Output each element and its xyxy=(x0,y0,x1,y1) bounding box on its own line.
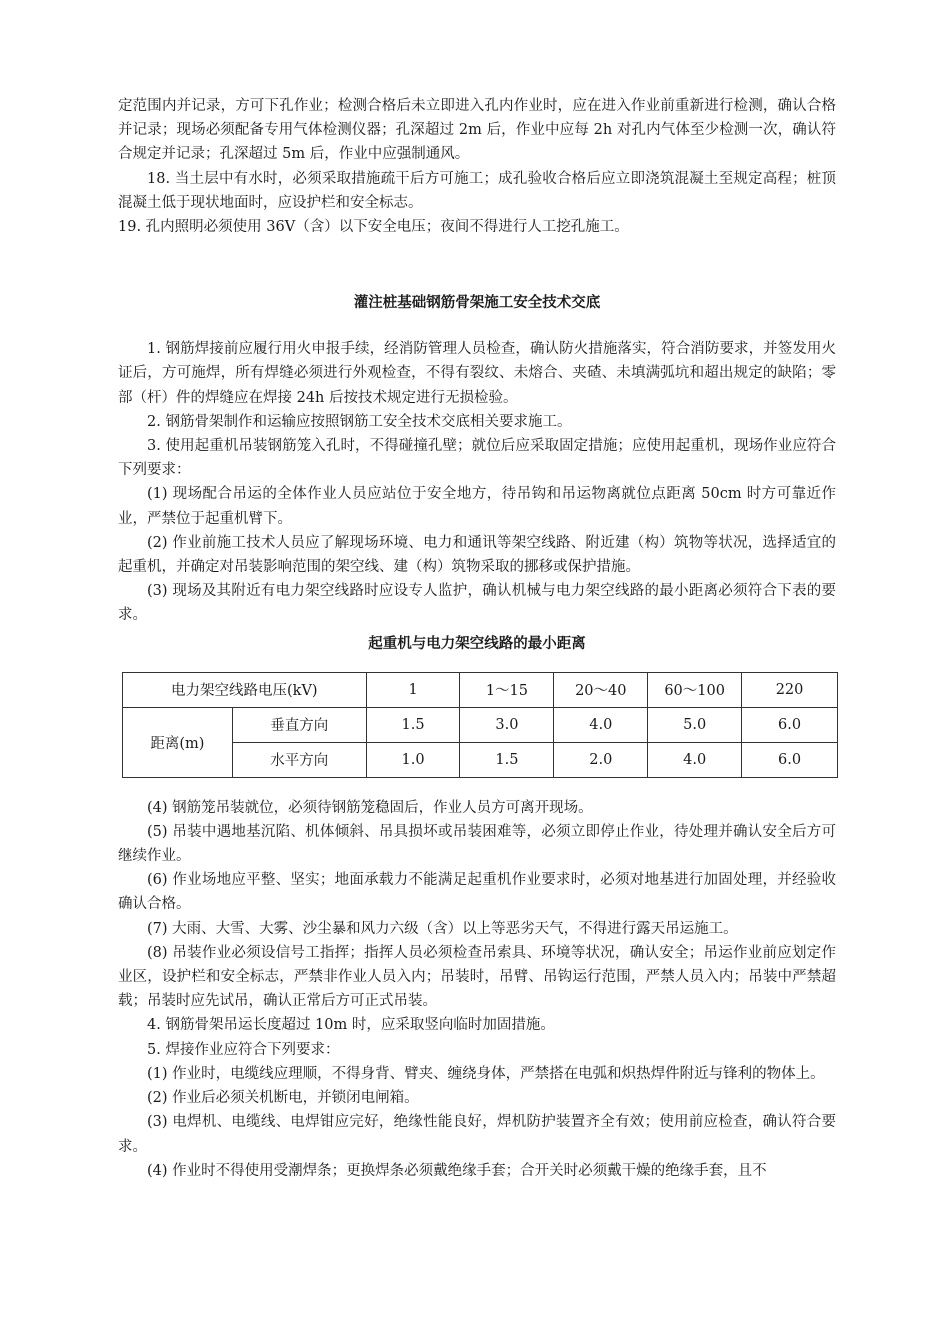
distance-group-cell: 距离(m) xyxy=(123,707,233,777)
paragraph-sub-2: (2) 作业前施工技术人员应了解现场环境、电力和通讯等架空线路、附近建（构）筑物等状况，选择适宜的起重机，并确定对吊装影响范围的架空线、建（构）筑物采取的挪移或保护措施。 xyxy=(118,534,836,576)
distance-value-cell: 6.0 xyxy=(742,742,838,777)
table-title: 起重机与电力架空线路的最小距离 xyxy=(368,635,586,652)
paragraph-sub-8: (8) 吊装作业必须设信号工指挥；指挥人员必须检查吊索具、环境等状况，确认安全；吊运作业前应划定作业区，设护栏和安全标志，严禁非作业人员入内；吊装时，吊臂、吊钩运行范围，严禁人员入内；吊装中严禁超载；吊装时应先试吊，确认正常后方可正式吊装。 xyxy=(118,944,836,1010)
paragraph-weld-1: (1) 作业时，电缆线应理顺，不得身背、臂夹、缠绕身体，严禁搭在电弧和炽热焊件附近与锋利的物体上。 xyxy=(147,1065,825,1082)
table-header-row xyxy=(123,672,838,707)
paragraph-item-3: 3. 使用起重机吊装钢筋笼入孔时，不得碰撞孔壁；就位后应采取固定措施；应使用起重机，现场作业应符合下列要求： xyxy=(118,438,836,479)
distance-table xyxy=(122,672,838,778)
voltage-cell: 60～100 xyxy=(648,672,742,707)
distance-value-cell: 1.5 xyxy=(460,742,554,777)
paragraph-item-2: 2. 钢筋骨架制作和运输应按照钢筋工安全技术交底相关要求施工。 xyxy=(147,413,572,430)
section-title: 灌注桩基础钢筋骨架施工安全技术交底 xyxy=(353,295,601,312)
voltage-cell: 220 xyxy=(742,672,838,707)
paragraph-sub-4: (4) 钢筋笼吊装就位，必须待钢筋笼稳固后，作业人员方可离开现场。 xyxy=(147,799,593,816)
paragraph-continued: 定范围内并记录，方可下孔作业；检测合格后未立即进入孔内作业时，应在进入作业前重新进行检测，确认合格并记录；现场必须配备专用气体检测仪器；孔深超过 2m 后，作业中应每 2h 对孔内气体至少检测一次，确认符合规定并记录；孔深超过 5m 后，作业中应强制通风。 xyxy=(118,98,836,163)
paragraph-weld-3: (3) 电焊机、电缆线、电焊钳应完好，绝缘性能良好，焊机防护装置齐全有效；使用前应检查，确认符合要求。 xyxy=(118,1114,836,1155)
paragraph-item-4: 4. 钢筋骨架吊运长度超过 10m 时，应采取竖向临时加固措施。 xyxy=(147,1017,555,1034)
distance-value-cell: 4.0 xyxy=(554,707,648,742)
voltage-cell: 1 xyxy=(366,672,460,707)
distance-value-cell: 4.0 xyxy=(648,742,742,777)
distance-value-cell: 6.0 xyxy=(742,707,838,742)
distance-value-cell: 2.0 xyxy=(554,742,648,777)
table-row xyxy=(123,707,838,742)
paragraph-sub-1: (1) 现场配合吊运的全体作业人员应站位于安全地方，待吊钩和吊运物离就位点距离 50cm 时方可靠近作业，严禁位于起重机臂下。 xyxy=(118,486,836,527)
paragraph-weld-2: (2) 作业后必须关机断电，并锁闭电闸箱。 xyxy=(147,1090,419,1107)
distance-value-cell: 1.5 xyxy=(366,707,460,742)
voltage-cell: 1～15 xyxy=(460,672,554,707)
distance-value-cell: 5.0 xyxy=(648,707,742,742)
paragraph-sub-6: (6) 作业场地应平整、坚实；地面承载力不能满足起重机作业要求时，必须对地基进行加固处理，并经验收确认合格。 xyxy=(118,872,836,913)
paragraph-sub-5: (5) 吊装中遇地基沉陷、机体倾斜、吊具损坏或吊装困难等，必须立即停止作业，待处理并确认安全后方可继续作业。 xyxy=(118,823,836,865)
voltage-header-cell: 电力架空线路电压(kV) xyxy=(123,672,367,707)
paragraph-item-19: 19. 孔内照明必须使用 36V（含）以下安全电压；夜间不得进行人工挖孔施工。 xyxy=(118,219,629,236)
distance-value-cell: 3.0 xyxy=(460,707,554,742)
paragraph-sub-3: (3) 现场及其附近有电力架空线路时应设专人监护，确认机械与电力架空线路的最小距离必须符合下表的要求。 xyxy=(118,583,836,624)
paragraph-weld-4: (4) 作业时不得使用受潮焊条；更换焊条必须戴绝缘手套；合开关时必须戴干燥的绝缘手套，且不 xyxy=(147,1162,767,1179)
paragraph-sub-7: (7) 大雨、大雪、大雾、沙尘暴和风力六级（含）以上等恶劣天气，不得进行露天吊运施工。 xyxy=(147,920,738,937)
paragraph-item-1: 1. 钢筋焊接前应履行用火申报手续，经消防管理人员检查，确认防火措施落实，符合消防要求，并签发用火证后，方可施焊，所有焊缝必须进行外观检查，不得有裂纹、未熔合、夹碴、未填满弧坑和超出规定的缺陷；零部（杆）件的焊缝应在焊接 24h 后按技术规定进行无损检验。 xyxy=(118,341,836,406)
direction-label-cell: 水平方向 xyxy=(232,742,366,777)
distance-value-cell: 1.0 xyxy=(366,742,460,777)
direction-label-cell: 垂直方向 xyxy=(232,707,366,742)
paragraph-item-18: 18. 当土层中有水时，必须采取措施疏干后方可施工；成孔验收合格后应立即浇筑混凝土至规定高程；桩顶混凝土低于现状地面时，应设护栏和安全标志。 xyxy=(118,170,836,211)
voltage-cell: 20～40 xyxy=(554,672,648,707)
paragraph-item-5: 5. 焊接作业应符合下列要求： xyxy=(147,1041,340,1058)
